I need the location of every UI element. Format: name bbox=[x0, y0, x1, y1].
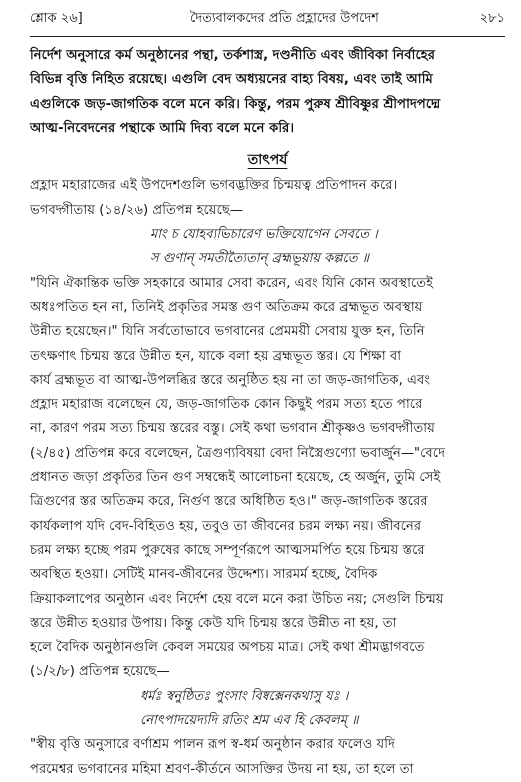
text-line: প্রহ্লাদ মহারাজ বলেছেন যে, জড়-জাগতিক কোন কিছুই পরম সত্য হতে পারে bbox=[30, 397, 423, 413]
header-rule bbox=[30, 36, 505, 37]
text-line: তৎক্ষণাৎ চিন্ময় স্তরে উন্নীত হন, যাকে বলা হয় ব্রহ্মভূত স্তর। যে শিক্ষা বা bbox=[30, 348, 402, 364]
translation-text bbox=[30, 44, 505, 141]
text-line: না, কারণ পরম সত্য চিন্ময় স্তরের বস্তু। সেই কথা ভগবান শ্রীকৃষ্ণও ভগবদ্গীতায় bbox=[30, 421, 435, 437]
verse-line: স গুণান্ সমতীত্যৈতান্ ব্রহ্মভূয়ায় কল্পতে ॥ bbox=[150, 251, 370, 267]
text-line: প্রধানত জড়া প্রকৃতির তিন গুণ সম্বন্ধেই আলোচনা হয়েছে, হে অর্জুন, তুমি সেই bbox=[30, 470, 441, 486]
text-line: স্তরে উন্নীত হওয়ার উপায়। কিন্তু কেউ যদি চিন্ময় স্তরে উন্নীত না হয়, তা bbox=[30, 615, 397, 631]
text-line: আত্ম-নিবেদনের পন্থাকে আমি দিব্য বলে মনে করি। bbox=[30, 120, 295, 136]
text-line: এগুলিকে জড়-জাগতিক বলে মনে করি। কিন্তু, পরম পুরুষ শ্রীবিষ্ণুর শ্রীপাদপদ্মে bbox=[30, 96, 441, 112]
purport-paragraph-1 bbox=[30, 174, 505, 223]
text-line: কার্য ব্রহ্মভূত বা আত্ম-উপলব্ধির স্তরে অনুষ্ঠিত হয় না তা জড়-জাগতিক, এবং bbox=[30, 372, 431, 388]
text-line: প্রহ্লাদ মহারাজের এই উপদেশগুলি ভগবদ্ভক্তির চিন্ময়ত্ব প্রতিপাদন করে। bbox=[30, 178, 398, 194]
purport-paragraph-2 bbox=[30, 272, 505, 685]
verse-quote-2 bbox=[30, 685, 505, 734]
text-line: (১/২/৮) প্রতিপন্ন হয়েছে— bbox=[30, 664, 170, 680]
text-line: ভগবদ্গীতায় (১৪/২৬) প্রতিপন্ন হয়েছে— bbox=[30, 202, 244, 218]
verse-line: নোৎপাদয়েদ্যদি রতিং শ্রম এব হি কেবলম্ ॥ bbox=[140, 713, 359, 729]
text-line: উন্নীত হয়েছেন।" যিনি সর্বতোভাবে ভগবানের প্রেমময়ী সেবায় যুক্ত হন, তিনি bbox=[30, 324, 425, 340]
chapter-title: দৈত্যবালকদের প্রতি প্রহ্লাদের উপদেশ bbox=[190, 11, 379, 26]
text-line: ত্রিগুণের স্তর অতিক্রম করে, নির্গুণ স্তরে অধিষ্ঠিত হও।" জড়-জাগতিক স্তরের bbox=[30, 494, 428, 510]
text-line: কার্যকলাপ যদি বেদ-বিহিতও হয়, তবুও তা জীবনের চরম লক্ষ্য নয়। জীবনের bbox=[30, 518, 422, 534]
running-header bbox=[30, 9, 505, 31]
text-line: ক্রিয়াকলাপের অনুষ্ঠান এবং নির্দেশ হেয় বলে মনে করা উচিত নয়; সেগুলি চিন্ময় bbox=[30, 591, 444, 607]
text-line: বিভিন্ন বৃত্তি নিহিত রয়েছে। এগুলি বেদ অধ্যয়নের বাহ্য বিষয়, এবং তাই আমি bbox=[30, 72, 433, 88]
text-line: পরমেশ্বর ভগবানের মহিমা শ্রবণ-কীর্তনে আসক্তির উদয় না হয়, তা হলে তা bbox=[30, 761, 414, 777]
text-line: অধঃপতিত হন না, তিনিই প্রকৃতির সমস্ত গুণ অতিক্রম করে ব্রহ্মভূত অবস্থায় bbox=[30, 299, 423, 315]
verse-line: ধর্মঃ স্বনুষ্ঠিতঃ পুংসাং বিষ্বক্সেনকথাসু যঃ । bbox=[140, 688, 349, 704]
text-line: হলে বৈদিক অনুষ্ঠানগুলি কেবল সময়ের অপচয় মাত্র। সেই কথা শ্রীমদ্ভাগবতে bbox=[30, 640, 425, 656]
verse-reference: শ্লোক ২৬] bbox=[30, 11, 83, 26]
page-body bbox=[30, 44, 505, 782]
text-line: (২/৪৫) প্রতিপন্ন করে বলেছেন, ত্রৈগুণ্যবিষয়া বেদা নিস্ত্রৈগুণ্যো ভবার্জুন—"বেদে bbox=[30, 445, 445, 461]
text-line: "স্বীয় বৃত্তি অনুসারে বর্ণাশ্রম পালন রূপ স্ব-ধর্ম অনুষ্ঠান করার ফলেও যদি bbox=[30, 737, 395, 753]
text-line: নির্দেশ অনুসারে কর্ম অনুষ্ঠানের পন্থা, তর্কশাস্ত্র, দণ্ডনীতি এবং জীবিকা নির্বাহের bbox=[30, 48, 435, 63]
text-line: অবস্থিত হওয়া। সেটিই মানব-জীবনের উদ্দেশ্য। সারমর্ম হচ্ছে, বৈদিক bbox=[30, 567, 378, 583]
page-number: ২৮১ bbox=[479, 11, 505, 26]
text-line: "যিনি ঐকান্তিক ভক্তি সহকারে আমার সেবা করেন, এবং যিনি কোন অবস্থাতেই bbox=[30, 275, 433, 291]
text-line: চরম লক্ষ্য হচ্ছে পরম পুরুষের কাছে সম্পূর্ণরূপে আত্মসমর্পিত হয়ে চিন্ময় স্তরে bbox=[30, 542, 425, 558]
purport-heading: তাৎপর্য bbox=[247, 152, 288, 169]
verse-line: মাং চ যোহব্যভিচারেণ ভক্তিযোগেন সেবতে । bbox=[150, 227, 378, 243]
verse-quote-1 bbox=[30, 223, 505, 272]
purport-paragraph-3 bbox=[30, 733, 505, 782]
